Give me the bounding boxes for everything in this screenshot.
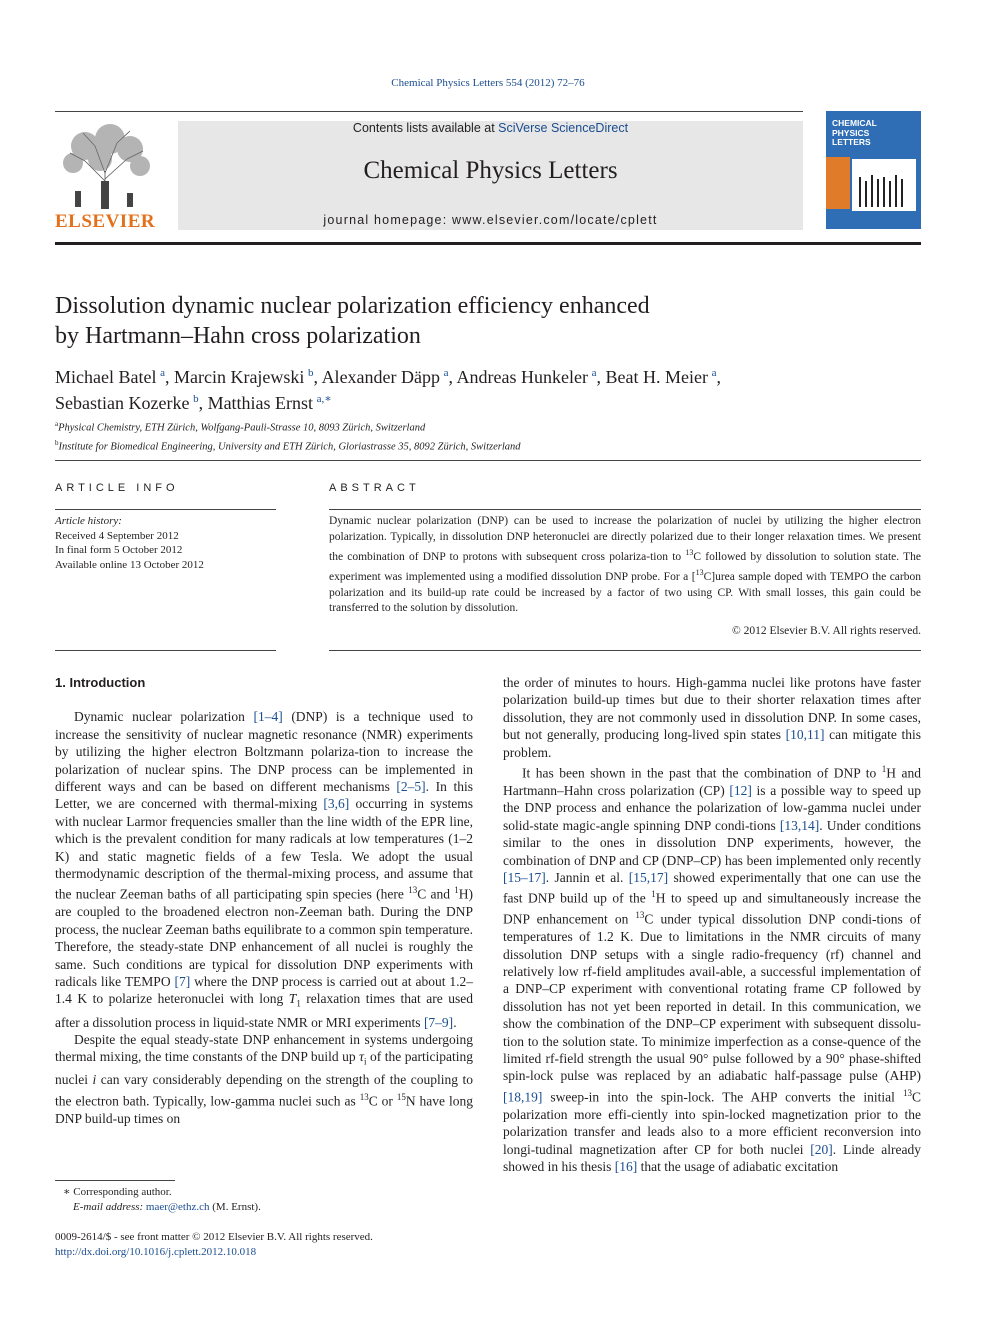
subscript: i: [364, 1057, 367, 1067]
italic-symbol: T: [288, 991, 297, 1007]
affiliations: [55, 417, 915, 454]
italic-symbol: τ: [359, 1049, 364, 1065]
abstract-copyright: © 2012 Elsevier B.V. All rights reserved.: [732, 625, 921, 637]
abstract-text: Dynamic nuclear polarization (DNP) can be used to increase the polarization of nuclei by utilizing the higher electron polarization. Typically, in dissolution DNP heteronuclei are directly polarized due to their longer relaxation times. We present the combination of DNP to protons with subsequent cross polariza-tion to $^{13}$C followed by dissolution to solution state. The experiment was implemented using a modified dissolution DNP probe. For a [$^{13}$C]urea sample doped with TEMPO the carbon polarization and its build-up rate could be increased by a factor of two using CP. With small losses, this gain could be transferred to the solution by dissolution.: [329, 515, 921, 615]
superscript: 13: [902, 1087, 912, 1098]
article-info-heading: ARTICLE INFO: [55, 482, 179, 494]
article-info-rule: [55, 509, 276, 510]
journal-banner: [178, 121, 803, 230]
affiliations-rule: [55, 460, 921, 461]
subscript: 1: [296, 999, 301, 1010]
superscript: 13: [359, 1091, 369, 1102]
reference-link[interactable]: [12]: [729, 782, 752, 798]
body-paragraph: the order of minutes to hours. High-gamma nuclei like protons have faster polarization build-up times but due to their shorter relaxation times after dissolution, they are not commonly used in dissolution DNP. In some cases, but not generally, producing long-lived spin states [10,11] can mitigate this problem.: [503, 675, 921, 760]
contents-line: Contents lists available at SciVerse ScienceDirect: [352, 121, 629, 135]
body-paragraph: Despite the equal steady-state DNP enhancement in systems undergoing thermal mixing, the time constants of the DNP build up $\tau_i$ of the participating nuclei i can vary considerably depending on the strength of the coupling to the electron bath. Typically, low-gamma nuclei such as $^{13}$C or $^{15}$N have long DNP build-up times on: [55, 1031, 473, 1126]
sciencedirect-link[interactable]: SciVerse ScienceDirect: [498, 121, 629, 135]
reference-link[interactable]: [3,6]: [323, 796, 350, 812]
page-footer: [55, 1230, 555, 1259]
reference-link[interactable]: [7]: [174, 974, 191, 989]
body-right-column: [503, 674, 921, 1175]
reference-link[interactable]: [13,14]: [779, 817, 820, 833]
journal-cover-thumbnail: [826, 111, 921, 229]
elsevier-wordmark: ELSEVIER: [55, 211, 156, 232]
journal-homepage[interactable]: journal homepage: www.elsevier.com/locate/cplett: [323, 213, 658, 227]
author-line-2: Sebastian Kozerke $^b$, Matthias Ernst $^{a,∗}$: [55, 393, 332, 413]
affiliation-b: $^b$Institute for Biomedical Engineering, University and ETH Zürich, Gloriastrasse 35, 8092 Zürich, Switzerland: [55, 438, 521, 452]
cover-title: CHEMICAL PHYSICS LETTERS: [832, 118, 877, 147]
header-rule-thick: [55, 242, 921, 245]
article-history: Article history: Received 4 September 2012 In final form 5 October 2012 Available online 13 October 2012: [55, 515, 204, 571]
header-rule-top: [55, 111, 803, 112]
footnote-rule: [55, 1180, 175, 1181]
italic-symbol: i: [92, 1072, 97, 1088]
article-title: Dissolution dynamic nuclear polarization efficiency enhanced by Hartmann–Hahn cross polarization: [55, 293, 650, 349]
reference-link[interactable]: [15–17]: [503, 869, 546, 885]
footnote: ∗ Corresponding author. E-mail address: maer@ethz.ch (M. Ernst).: [63, 1186, 261, 1213]
author-list: [55, 362, 915, 414]
journal-title: Chemical Physics Letters: [363, 157, 618, 184]
article-info-bottom-rule: [55, 650, 276, 651]
issn-line: 0009-2614/$ - see front matter © 2012 Elsevier B.V. All rights reserved.: [55, 1231, 373, 1243]
abstract-bottom-rule: [329, 650, 921, 651]
reference-link[interactable]: [10,11]: [785, 727, 825, 743]
superscript: 13: [408, 885, 418, 896]
reference-link[interactable]: [7–9]: [423, 1014, 454, 1030]
abstract-rule: [329, 509, 921, 510]
body-paragraph: It has been shown in the past that the combination of DNP to $^1$H and Hartmann–Hahn cross polarization (CP) [12] is a possible way to speed up the DNP process and enhance the polarization of low-gamma nuclei under solid-state magic-angle spinning DNP condi-tions [13,14]. Under conditions similar to the ones in dissolution DNP experiments, however, the combination of DNP and CP (DNP–CP) has been implemented only recently [15–17]. Jannin et al. [15,17] showed experimentally that one can use the fast DNP build up of the $^1$H to speed up and simultaneously increase the DNP enhancement on $^{13}$C under typical dissolution DNP condi-tions of temperatures of 1.2 K. Due to limitations in the NMR circuits of many dissolution DNP setups with a single radio-frequency (rf) channel and relatively low rf-field amplitudes avail-able, a successful implementation of a DNP–CP experiment with conventional rotating frame CP followed by dissolution has not yet been reported in detail. In this communication, we show the combination of the DNP–CP experiment with subsequent dissolu-tion to the solution state. To minimize imperfection as a conse-quence of the limited rf-field strength the usual 90° pulse followed by a 90° phase-shifted spin-lock pulse was replaced by an adiabatic half-passage pulse (AHP) [18,19] sweep-in into the spin-lock. The AHP converts the initial $^{13}$C polarization more effi-ciently into spin-locked magnetization prior to the polarization transfer and leads also to a more efficient reconversion into longi-tudinal magnetization after CP for both nuclei [20]. Linde already showed in his thesis [16] that the usage of adiabatic excitation: [503, 764, 922, 1174]
reference-link[interactable]: [2–5]: [396, 779, 426, 795]
body-left-column: [55, 674, 473, 1127]
abstract-heading: ABSTRACT: [329, 482, 420, 494]
reference-link[interactable]: [1–4]: [253, 709, 283, 725]
affiliation-a: $^a$Physical Chemistry, ETH Zürich, Wolfgang-Pauli-Strasse 10, 8093 Zürich, Switzerland: [55, 420, 426, 434]
author-line-1: Michael Batel $^a$, Marcin Krajewski $^b$, Alexander Däpp $^a$, Andreas Hunkeler $^a$, Beat H. Meier $^a$,: [55, 367, 721, 387]
cover-illustration-icon: [826, 149, 921, 229]
reference-link[interactable]: [16]: [614, 1158, 638, 1174]
superscript: 13: [635, 910, 645, 921]
doi-link[interactable]: http://dx.doi.org/10.1016/j.cplett.2012.10.018: [55, 1245, 257, 1258]
reference-link[interactable]: [18,19]: [503, 1089, 543, 1105]
section-heading-introduction: 1. Introduction: [55, 675, 146, 690]
reference-link[interactable]: [20]: [810, 1141, 833, 1157]
reference-link[interactable]: [15,17]: [628, 869, 669, 885]
body-paragraph: Dynamic nuclear polarization [1–4] (DNP) is a technique used to increase the sensitivity of nuclear magnetic resonance (NMR) experiments by utilizing the higher electron Boltzmann polariza-tion to increase the polarization of nuclear spins. The DNP process can be implemented in different ways and can be based on different mechanisms [2–5]. In this Letter, we are concerned with thermal-mixing [3,6] occurring in systems with nuclear Larmor frequencies smaller than the line width of the EPR line, which is the prevalent condition for many radicals at low temperatures (1–2 K) and static magnetic fields of a few Tesla. We adopt the usual thermodynamic description of the thermal-mixing process, and assume that the nuclear Zeeman baths of all participating spin species (here $^{13}$C and $^1$H) are coupled to the broadened electron non-Zeeman bath. During the DNP process, the nuclear Zeeman baths equilibrate to a common spin temperature. Therefore, the steady-state DNP enhancement of all nuclei is roughly the same. Such conditions are typical for dissolution DNP experiments with radicals like TEMPO [7] where the DNP process is carried out at about 1.2–1.4 K to polarize heteronuclei with long $T_1$ relaxation times that are used after a dissolution process in liquid-state NMR or MRI experiments [7–9].: [55, 709, 474, 1030]
journal-citation[interactable]: Chemical Physics Letters 554 (2012) 72–76: [391, 77, 585, 89]
author-email-link[interactable]: maer@ethz.ch: [145, 1201, 210, 1213]
superscript: 1: [881, 764, 887, 775]
superscript: 1: [651, 889, 656, 900]
superscript: 1: [454, 885, 459, 896]
superscript: 15: [396, 1091, 406, 1102]
